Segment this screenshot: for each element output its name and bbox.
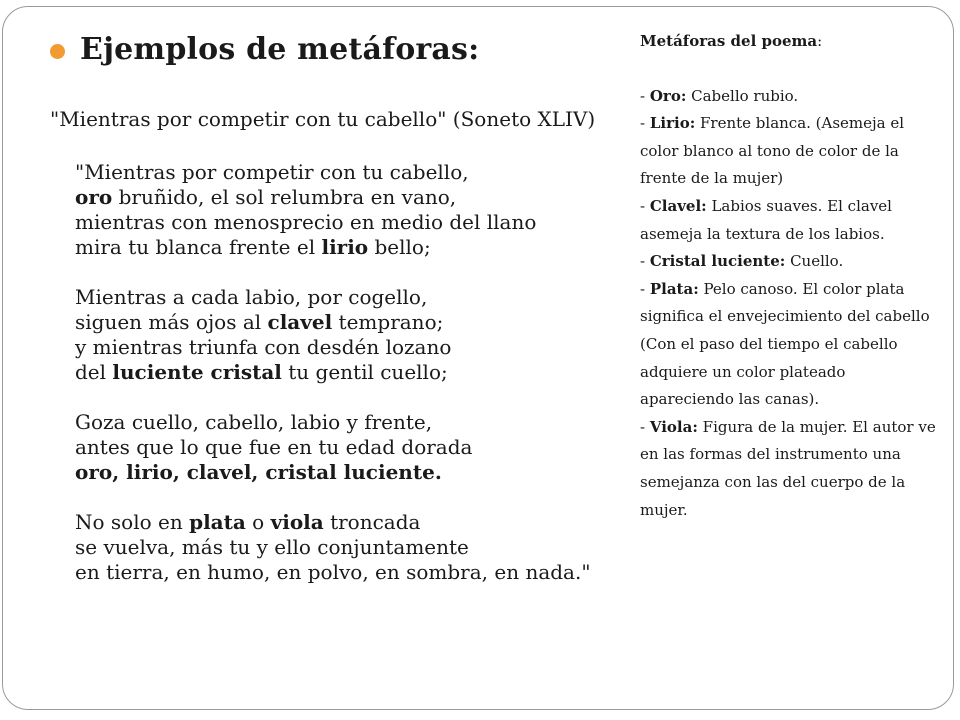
entry-dash: - — [640, 417, 650, 436]
sidebar-title-text: Metáforas del poema — [640, 32, 818, 50]
poem-text-segment: antes que lo que fue en tu edad dorada — [75, 435, 473, 459]
poem-text-segment: Mientras a cada labio, por cogello, — [75, 285, 428, 309]
poem-text — [75, 160, 591, 610]
poem-line — [75, 410, 591, 435]
poem-text-segment: mientras con menosprecio en medio del llano — [75, 210, 537, 234]
poem-text-segment: siguen más ojos al — [75, 310, 268, 334]
metaphor-keyword: oro — [75, 185, 113, 209]
metaphor-list — [640, 83, 940, 525]
poem-text-segment: bruñido, el sol relumbra en vano, — [112, 185, 457, 209]
entry-dash: - — [640, 86, 650, 105]
poem-stanza — [75, 285, 591, 385]
metaphor-sidebar — [640, 28, 940, 524]
metaphor-keyword: lirio — [321, 235, 369, 259]
entry-dash: - — [640, 252, 650, 271]
metaphor-entry — [640, 414, 940, 524]
metaphor-meaning: Figura de la mujer. El autor ve en las formas del instrumento una semejanza con las del cuerpo de la mujer. — [640, 417, 936, 519]
metaphor-meaning: Frente blanca. (Asemeja el color blanco al tono de color de la frente de la mujer) — [640, 114, 905, 188]
metaphor-term: Viola: — [649, 417, 698, 436]
metaphor-keyword: plata — [189, 510, 246, 534]
poem-text-segment: en tierra, en humo, en polvo, en sombra, en nada." — [75, 560, 591, 584]
metaphor-entry — [640, 248, 940, 276]
poem-text-segment: tu gentil cuello; — [281, 360, 448, 384]
bullet-dot — [50, 44, 65, 59]
metaphor-meaning: Cabello rubio. — [686, 86, 799, 105]
poem-line — [75, 360, 591, 385]
metaphor-keyword: viola — [270, 510, 324, 534]
metaphor-entry — [640, 83, 940, 111]
poem-line — [75, 535, 591, 560]
poem-stanza — [75, 160, 591, 260]
entry-dash: - — [640, 114, 650, 133]
poem-text-segment: "Mientras por competir con tu cabello, — [75, 160, 469, 184]
metaphor-meaning: Cuello. — [785, 252, 844, 271]
metaphor-meaning: Pelo canoso. El color plata significa el envejecimiento del cabello (Con el paso del tiempo el cabello adquiere un color plateado apareciendo las canas). — [640, 279, 930, 409]
entry-dash: - — [640, 196, 650, 215]
metaphor-entry — [640, 193, 940, 248]
poem-text-segment: se vuelva, más tu y ello conjuntamente — [75, 535, 469, 559]
poem-line — [75, 460, 591, 485]
poem-text-segment: bello; — [368, 235, 431, 259]
poem-line — [75, 160, 591, 185]
poem-line — [75, 335, 591, 360]
poem-text-segment: troncada — [323, 510, 421, 534]
metaphor-term: Clavel: — [649, 196, 707, 215]
metaphor-meaning: Labios suaves. El clavel asemeja la textura de los labios. — [640, 196, 892, 243]
poem-line — [75, 560, 591, 585]
poem-line — [75, 210, 591, 235]
poem-stanza — [75, 510, 591, 585]
poem-stanza — [75, 410, 591, 485]
metaphor-term: Cristal luciente: — [649, 252, 786, 271]
poem-text-segment: o — [245, 510, 271, 534]
sidebar-title-colon: : — [817, 32, 823, 50]
poem-text-segment: No solo en — [75, 510, 190, 534]
entry-dash: - — [640, 279, 650, 298]
sidebar-title — [640, 28, 940, 56]
metaphor-term: Plata: — [649, 279, 699, 298]
poem-line — [75, 185, 591, 210]
slide-heading: Ejemplos de metáforas: — [80, 32, 480, 67]
metaphor-entry — [640, 276, 940, 414]
metaphor-keyword: luciente cristal — [112, 360, 282, 384]
poem-text-segment: mira tu blanca frente el — [75, 235, 322, 259]
poem-text-segment: Goza cuello, cabello, labio y frente, — [75, 410, 433, 434]
poem-text-segment: del — [75, 360, 113, 384]
poem-text-segment: temprano; — [332, 310, 444, 334]
metaphor-term: Oro: — [649, 86, 687, 105]
metaphor-term: Lirio: — [649, 114, 696, 133]
poem-line — [75, 310, 591, 335]
metaphor-entry — [640, 110, 940, 193]
metaphor-keyword: oro, lirio, clavel, cristal luciente. — [75, 460, 442, 484]
poem-text-segment: y mientras triunfa con desdén lozano — [75, 335, 452, 359]
poem-title: "Mientras por competir con tu cabello" (Soneto XLIV) — [50, 107, 596, 131]
metaphor-keyword: clavel — [267, 310, 333, 334]
poem-line — [75, 235, 591, 260]
poem-line — [75, 435, 591, 460]
poem-line — [75, 510, 591, 535]
poem-line — [75, 285, 591, 310]
